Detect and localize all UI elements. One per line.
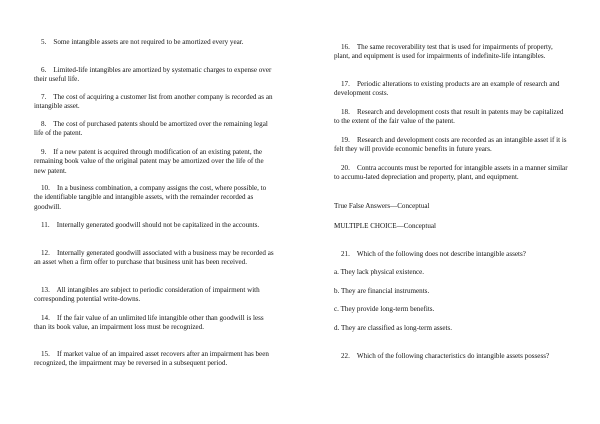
- answer-option-c: c. They provide long-term benefits.: [334, 305, 435, 313]
- question-text: Which of the following does not describe intangible assets?: [356, 250, 526, 258]
- question-8: [34, 120, 274, 139]
- question-10: [34, 184, 274, 212]
- answer-option-a: a. They lack physical existence.: [334, 268, 425, 276]
- question-number: 15.: [41, 350, 50, 358]
- question-12: [34, 249, 274, 268]
- question-20: [334, 164, 570, 183]
- question-text: The cost of acquiring a customer list from another company is recorded as an intangible asset.: [34, 93, 273, 111]
- question-6: [34, 66, 274, 85]
- question-text: Internally generated goodwill should not be capitalized in the accounts.: [56, 221, 260, 229]
- question-9: [34, 148, 274, 176]
- question-text: The same recoverability test that is used for impairments of property, plant, and equipment is used for impairments of indefinite-life intangibles.: [334, 43, 553, 61]
- question-13: [34, 286, 274, 305]
- question-number: 19.: [341, 136, 350, 144]
- question-14: [34, 314, 274, 333]
- question-number: 9.: [41, 148, 47, 156]
- question-7: [34, 93, 274, 112]
- question-text: If market value of an impaired asset recovers after an impairment has been recognized, the impairment may be reversed in a subsequent period.: [34, 350, 269, 368]
- question-number: 12.: [41, 249, 50, 257]
- question-number: 14.: [41, 314, 50, 322]
- question-number: 11.: [41, 221, 50, 229]
- question-number: 21.: [341, 250, 350, 258]
- question-number: 17.: [341, 80, 350, 88]
- question-number: 22.: [341, 352, 350, 360]
- question-text: If a new patent is acquired through modification of an existing patent, the remaining book value of the original patent may be amortized over the life of the new patent.: [34, 148, 264, 175]
- true-false-heading: True False Answers—Conceptual: [334, 202, 430, 210]
- answer-option-b: b. They are financial instruments.: [334, 287, 430, 295]
- question-text: If the fair value of an unlimited life intangible other than goodwill is less than its book value, an impairment loss must be recognized.: [34, 314, 264, 332]
- question-number: 8.: [41, 120, 47, 128]
- question-text: In a business combination, a company assigns the cost, where possible, to the identifiable tangible and intangible assets, with the remainder recorded as goodwill.: [34, 184, 267, 211]
- question-text: Which of the following characteristics do intangible assets possess?: [356, 352, 550, 360]
- question-11: [34, 221, 274, 230]
- question-number: 5.: [41, 38, 47, 46]
- question-15: [34, 350, 274, 369]
- question-text: Some intangible assets are not required to be amortized every year.: [53, 38, 244, 46]
- question-16: [334, 43, 570, 62]
- question-number: 18.: [341, 108, 350, 116]
- question-text: Internally generated goodwill associated with a business may be recorded as an asset when a firm offer to purchase that business unit has been received.: [34, 249, 274, 267]
- multiple-choice-heading: MULTIPLE CHOICE—Conceptual: [334, 222, 436, 230]
- question-21: [334, 250, 570, 259]
- question-text: The cost of purchased patents should be amortized over the remaining legal life of the patent.: [34, 120, 268, 138]
- question-text: All intangibles are subject to periodic consideration of impairment with corresponding potential write-downs.: [34, 286, 260, 304]
- answer-option-d: d. They are classified as long-term assets.: [334, 324, 453, 332]
- question-number: 13.: [41, 286, 50, 294]
- question-19: [334, 136, 570, 155]
- question-text: Research and development costs are recorded as an intangible asset if it is felt they will provide economic benefits in future years.: [334, 136, 567, 154]
- question-number: 10.: [41, 184, 50, 192]
- question-number: 7.: [41, 93, 47, 101]
- question-text: Limited-life intangibles are amortized by systematic charges to expense over their useful life.: [34, 66, 272, 84]
- question-22: [334, 352, 570, 361]
- question-5: [34, 38, 274, 47]
- question-number: 20.: [341, 164, 350, 172]
- question-number: 6.: [41, 66, 47, 74]
- question-number: 16.: [341, 43, 350, 51]
- question-18: [334, 108, 570, 127]
- question-text: Contra accounts must be reported for intangible assets in a manner similar to accumu-lated depreciation and property, plant, and equipment.: [334, 164, 568, 182]
- question-17: [334, 80, 570, 99]
- question-text: Research and development costs that result in patents may be capitalized to the extent of the fair value of the patent.: [334, 108, 564, 126]
- question-text: Periodic alterations to existing products are an example of research and development costs.: [334, 80, 560, 98]
